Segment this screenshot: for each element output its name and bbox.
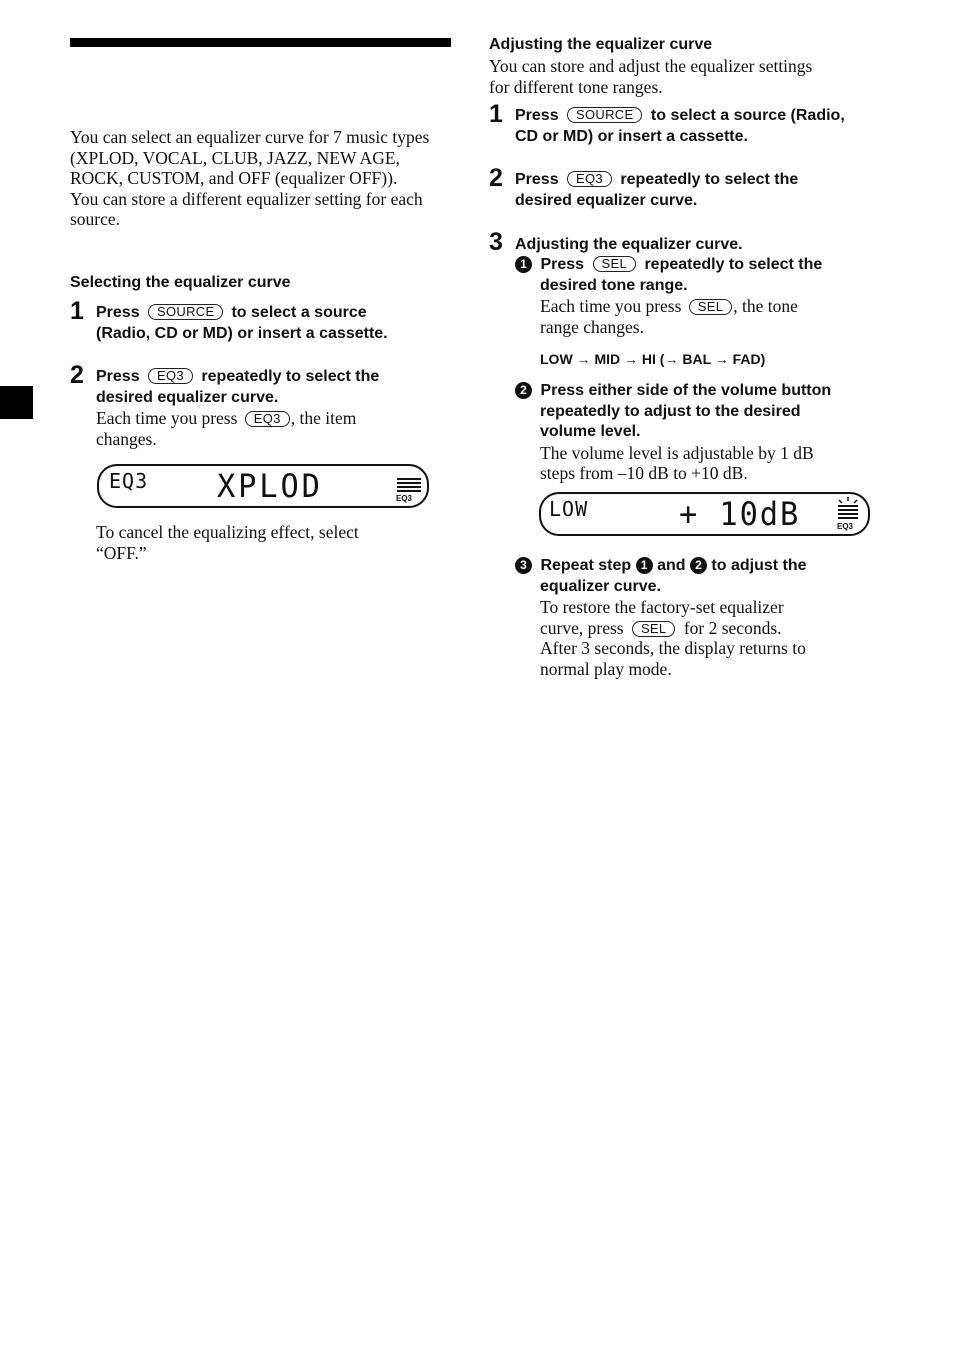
arrow-right-icon: → [624,351,638,367]
lcd-display [97,464,429,508]
substep-2 [515,381,895,484]
arrow-right-icon: → [714,351,729,367]
circled-number-2: 2 [690,557,707,574]
step-text: desired equalizer curve. [515,191,698,209]
intro-paragraph [70,127,440,230]
step-text: Repeat step [540,557,632,574]
lcd-display [539,492,870,536]
step-text: Press [515,107,559,124]
circled-number-2: 2 [515,382,532,399]
section-header-bar [70,38,451,47]
step-2-adjust [515,170,895,211]
body-text: You can store and adjust the equalizer settings [489,56,813,76]
adjust-intro [489,56,889,97]
step-text: repeatedly to select the [201,368,380,385]
source-button: SOURCE [148,304,223,320]
lcd-mode-text: EQ3 [109,469,149,493]
sequence-item: BAL [682,351,711,367]
sel-button: SEL [593,256,636,272]
tone-range-sequence [540,350,765,368]
eq3-button: EQ3 [567,171,612,187]
intro-text-2: You can store a different equalizer setting for each source. [70,188,423,229]
sequence-item: MID [594,351,621,367]
step-text: to select a source (Radio, [650,107,845,124]
step-text: Press [96,368,140,385]
eq-bars-flashing-icon [835,497,861,521]
body-text: To cancel the equalizing effect, select [96,522,359,542]
body-text: curve, press [540,617,624,638]
step-text: Press either side of the volume button [540,382,832,399]
step-text: volume level. [540,423,641,440]
substep-1 [515,255,895,337]
lcd-badge: EQ3 [396,494,413,503]
body-text: After 3 seconds, the display returns to [540,638,806,658]
step-number: 3 [489,228,503,256]
sequence-item: HI ( [641,351,665,367]
step-text: CD or MD) or insert a cassette. [515,127,748,145]
eq-bars-icon [397,478,421,494]
step-number: 1 [70,297,84,325]
cancel-note [96,522,446,563]
step-text: repeatedly to select the [620,171,799,188]
source-button: SOURCE [567,107,642,123]
intro-text-1: You can select an equalizer curve for 7 music types (XPLOD, VOCAL, CLUB, JAZZ, NEW AGE, ROCK, CUSTOM, and OFF (equalizer OFF)). [70,127,430,188]
step-1-adjust [515,106,895,147]
circled-number-1: 1 [515,256,532,273]
eq3-button: EQ3 [148,368,193,384]
substep-3 [515,556,895,679]
body-text: “OFF.” [96,542,147,563]
step-text: desired equalizer curve. [96,388,279,406]
body-text: normal play mode. [540,658,672,679]
step-text: repeatedly to select the [644,256,823,273]
body-text: Each time you press [540,296,682,316]
step-text: (Radio, CD or MD) or insert a cassette. [96,324,388,342]
step-number: 1 [489,100,503,128]
sel-button: SEL [632,621,675,637]
step-text: to select a source [231,304,367,321]
lcd-mode-text: LOW [549,497,589,521]
body-text: range changes. [540,316,644,337]
eq3-button: EQ3 [245,411,290,427]
body-text: To restore the factory-set equalizer [540,597,784,617]
step-text: to adjust the [711,557,807,574]
lcd-main-text: + 10dB [679,495,801,533]
step-1-select [96,303,456,344]
section-heading-adjust: Adjusting the equalizer curve [489,36,713,53]
step-text: Press [515,171,559,188]
arrow-right-icon: → [664,351,679,367]
body-text: for 2 seconds. [683,617,782,638]
step-text: repeatedly to adjust to the desired [540,402,801,420]
body-text: , the item [290,408,357,428]
body-text: The volume level is adjustable by 1 dB [540,442,814,463]
step-text: desired tone range. [540,276,688,294]
step-text: Press [540,256,585,273]
section-heading-select: Selecting the equalizer curve [70,274,291,291]
circled-number-1: 1 [636,557,653,574]
lcd-main-text: XPLOD [217,467,323,505]
body-text: changes. [96,428,157,449]
body-text: steps from –10 dB to +10 dB. [540,463,748,483]
step-number: 2 [70,361,84,389]
step-text: and [657,557,686,574]
body-text: , the tone [733,296,798,316]
step-3-title: Adjusting the equalizer curve. [515,236,743,253]
sequence-item: FAD) [732,351,766,367]
section-tab-marker [0,386,33,419]
step-text: Press [96,304,140,321]
lcd-badge: EQ3 [837,522,854,531]
body-text: Each time you press [96,408,238,428]
circled-number-3: 3 [515,557,532,574]
body-text: for different tone ranges. [489,76,663,97]
step-number: 2 [489,164,503,192]
step-text: equalizer curve. [540,577,661,595]
arrow-right-icon: → [576,351,591,367]
step-2-select [96,367,456,449]
sequence-item: LOW [540,351,573,367]
sel-button: SEL [689,299,732,315]
